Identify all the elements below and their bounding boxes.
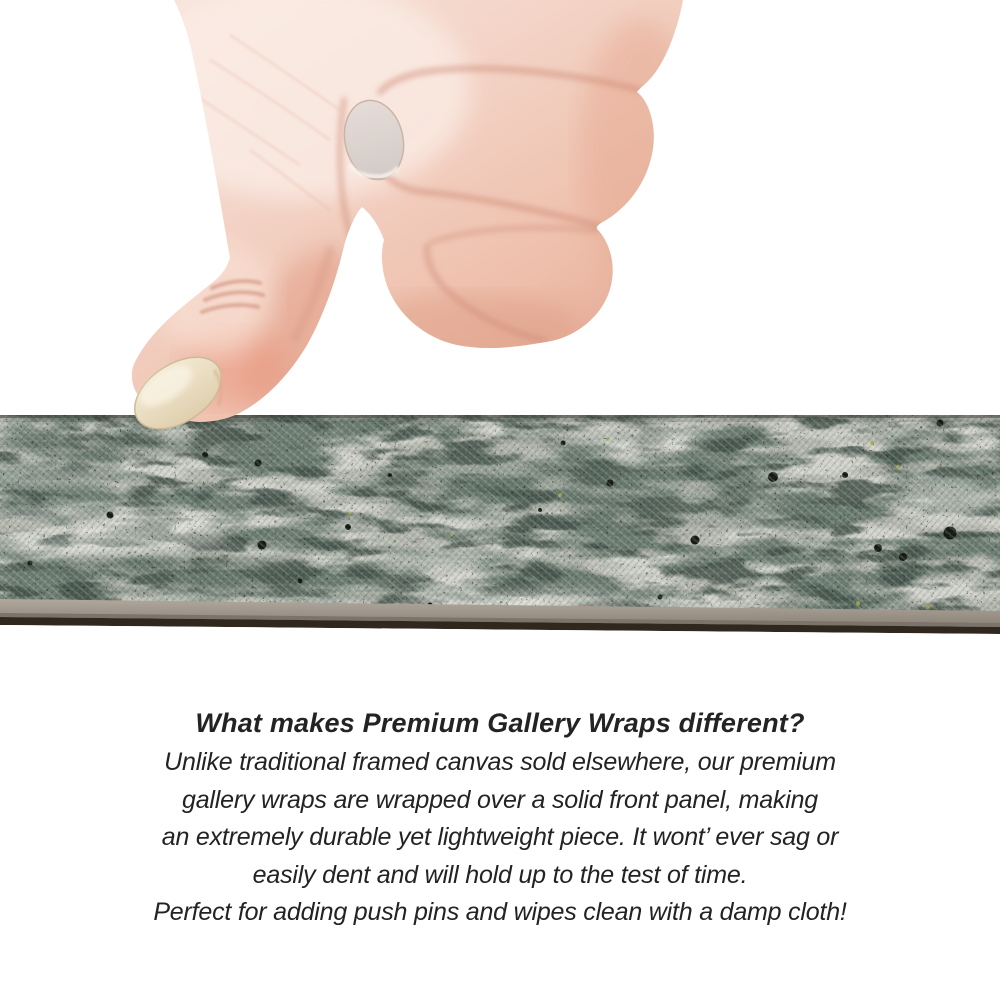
hand-silhouette (122, 0, 700, 440)
headline: What makes Premium Gallery Wraps different? (195, 708, 805, 738)
body-line-5: Perfect for adding push pins and wipes clean with a damp cloth! (153, 898, 847, 926)
body-line-1: Unlike traditional framed canvas sold elsewhere, our premium (164, 748, 836, 776)
body-line-4: easily dent and will hold up to the test of time. (252, 860, 748, 889)
body-paragraph (0, 744, 1000, 932)
body-line-3: an extremely durable yet lightweight piece. It wont’ ever sag or (161, 823, 839, 851)
body-line-2: gallery wraps are wrapped over a solid front panel, making (182, 785, 818, 814)
hand-photo (0, 0, 1000, 440)
canvas-texture (0, 415, 1000, 617)
canvas-strip-photo (0, 415, 1000, 635)
copy-block (0, 703, 1000, 932)
